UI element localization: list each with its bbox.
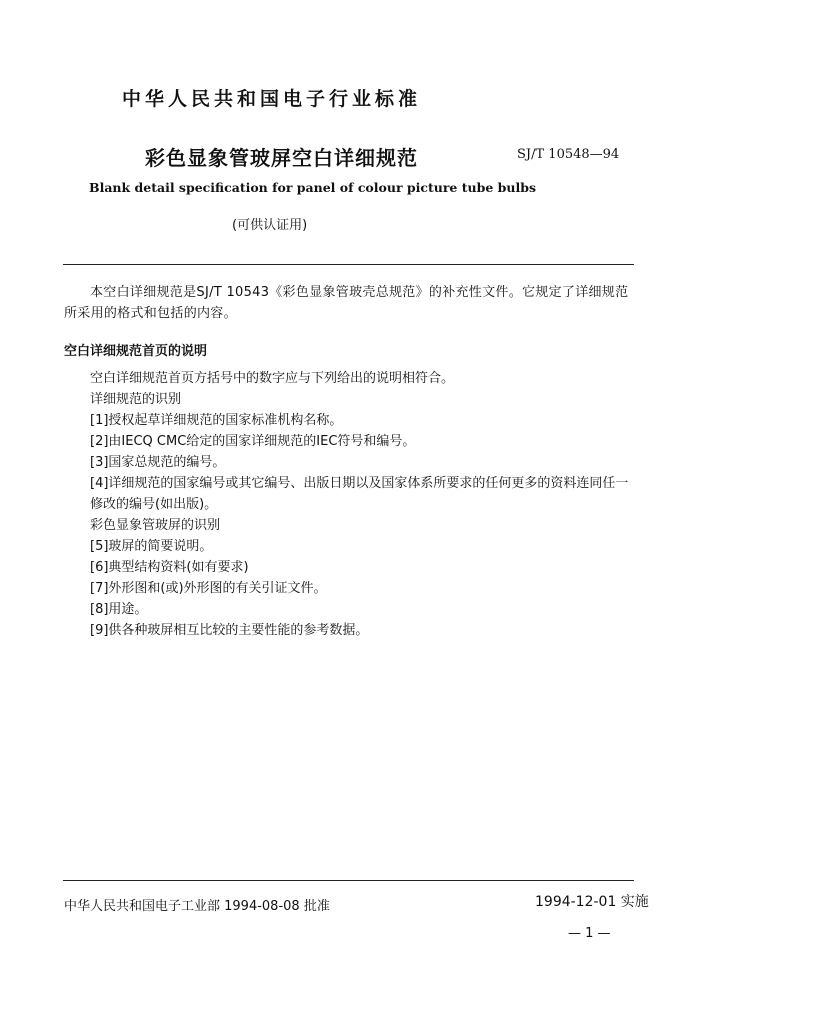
header-divider bbox=[63, 264, 634, 265]
page-number: — 1 — bbox=[568, 926, 611, 941]
effective-date: 1994-12-01 实施 bbox=[535, 894, 649, 910]
list-item-text: [4]详细规范的国家编号或其它编号、出版日期以及国家体系所要求的任何更多的资料连同任一修改的编号(如出版)。 bbox=[90, 476, 629, 512]
document-title-cn: 彩色显象管玻屏空白详细规范 bbox=[145, 146, 418, 170]
list-item: 详细规范的识别 bbox=[90, 392, 182, 407]
list-item: [6]典型结构资料(如有要求) bbox=[90, 560, 249, 575]
list-item: [3]国家总规范的编号。 bbox=[90, 455, 226, 470]
standard-code: SJ/T 10548—94 bbox=[517, 147, 620, 162]
list-item: [8]用途。 bbox=[90, 602, 148, 617]
explanation-list bbox=[64, 368, 639, 641]
title-note: (可供认证用) bbox=[232, 218, 308, 233]
list-item: 空白详细规范首页方括号中的数字应与下列给出的说明相符合。 bbox=[90, 371, 455, 386]
document-title-en: Blank detail specification for panel of colour picture tube bulbs bbox=[89, 180, 536, 195]
approval-line: 中华人民共和国电子工业部 1994-08-08 批准 bbox=[64, 899, 330, 914]
list-item: 彩色显象管玻屏的识别 bbox=[90, 518, 221, 533]
list-item bbox=[64, 473, 639, 515]
intro-paragraph: 本空白详细规范是SJ/T 10543《彩色显象管玻壳总规范》的补充性文件。它规定了详细规范所采用的格式和包括的内容。 bbox=[64, 285, 629, 321]
list-item: [2]由IECQ CMC给定的国家详细规范的IEC符号和编号。 bbox=[90, 434, 416, 449]
list-item: [9]供各种玻屏相互比较的主要性能的参考数据。 bbox=[90, 623, 369, 638]
list-item: [1]授权起草详细规范的国家标准机构名称。 bbox=[90, 413, 343, 428]
footer-divider bbox=[63, 880, 634, 881]
section-heading: 空白详细规范首页的说明 bbox=[64, 344, 208, 359]
list-item: [5]玻屏的简要说明。 bbox=[90, 539, 213, 554]
list-item: [7]外形图和(或)外形图的有关引证文件。 bbox=[90, 581, 327, 596]
issuing-authority: 中华人民共和国电子行业标准 bbox=[122, 88, 422, 110]
